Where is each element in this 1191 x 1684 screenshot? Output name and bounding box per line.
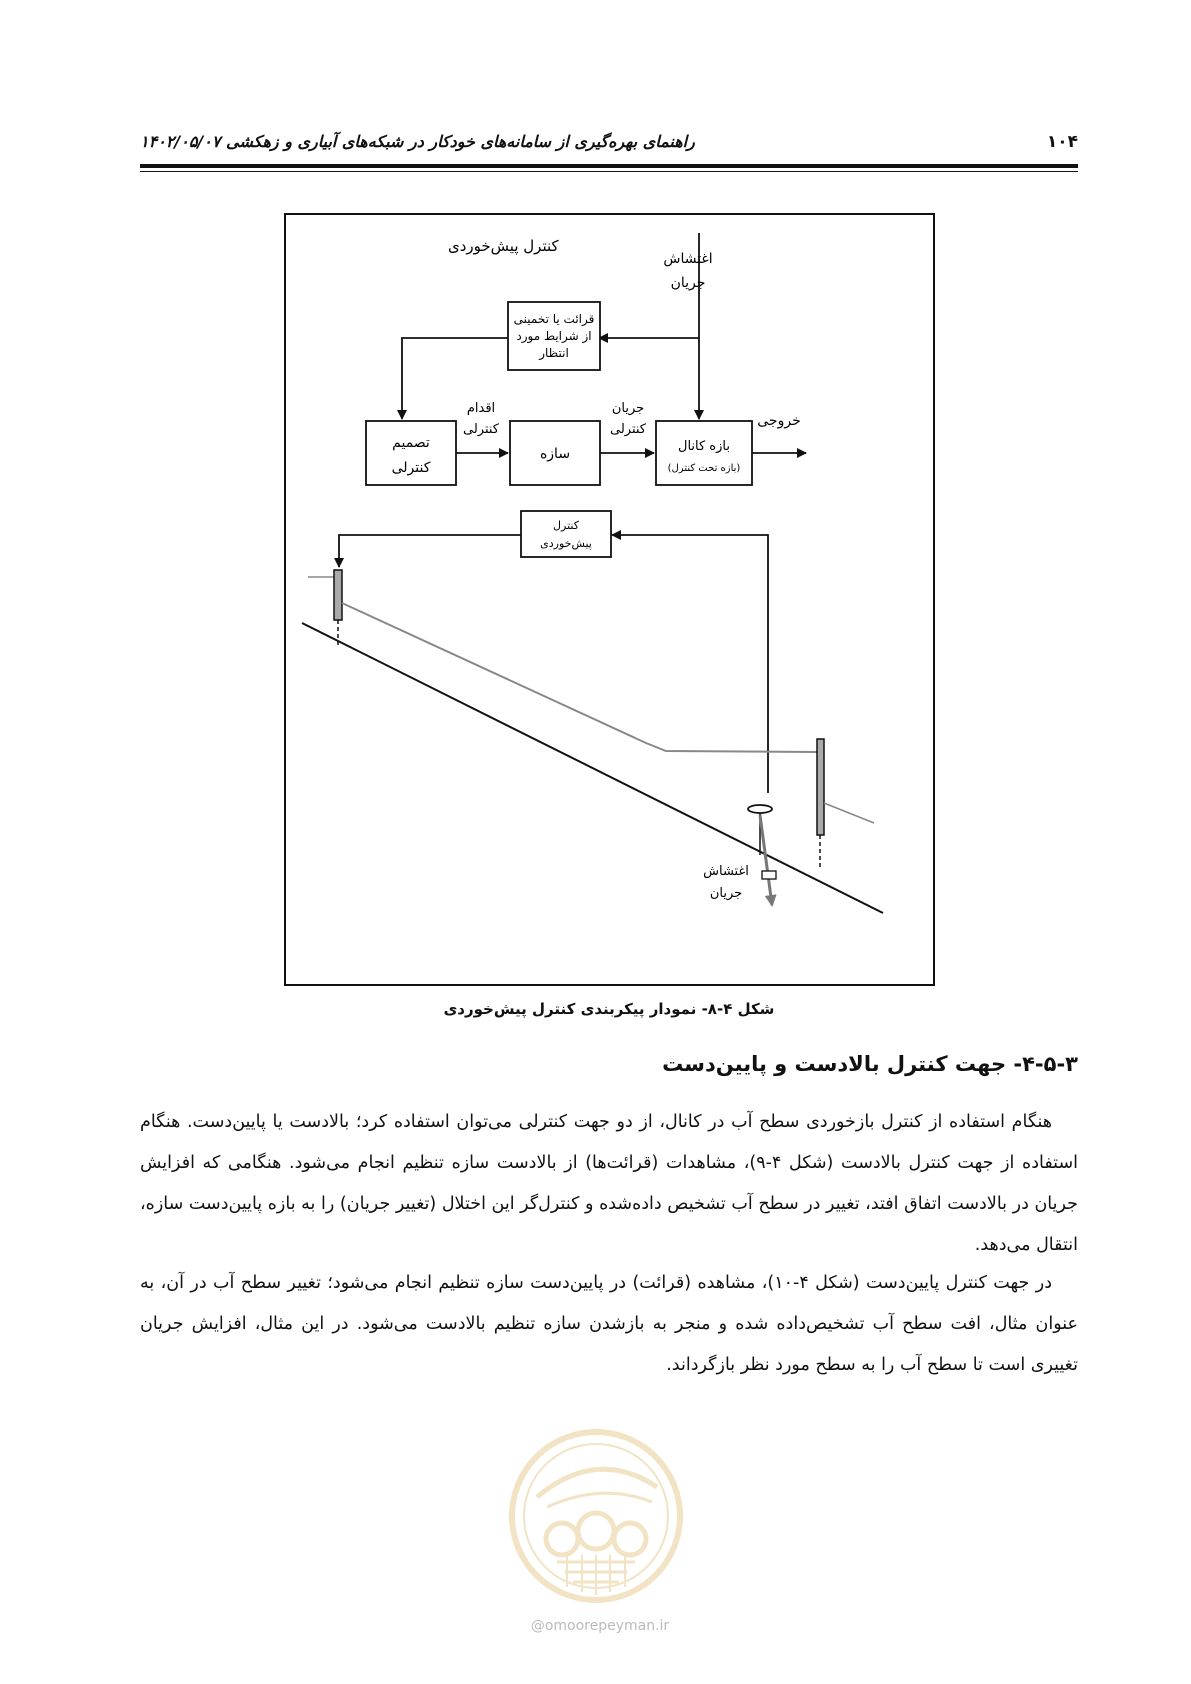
running-title: راهنمای بهره‌گیری از سامانه‌های خودکار در شبکه‌های آبیاری و زهکشی ۱۴۰۲/۰۵/۰۷ xyxy=(140,132,695,151)
watermark-logo-icon xyxy=(507,1427,685,1605)
disturbance-label-bottom-1: اغتشاش xyxy=(703,864,749,879)
upstream-gate xyxy=(334,570,342,620)
disturbance-label-top-2: جریان xyxy=(670,275,706,291)
output-label: خروجی xyxy=(757,413,801,429)
disturbance-label-top-1: اغتشاش xyxy=(663,251,713,267)
feedforward-small-box-line-2: پیش‌خوردی xyxy=(540,537,592,550)
figure-caption: شکل ۴-۸- نمودار پیکربندی کنترل پیش‌خوردی xyxy=(443,1000,775,1018)
disturbance-flow-arrow xyxy=(760,815,772,905)
header-rule xyxy=(140,164,1078,168)
paragraph-2: در جهت کنترل پایین‌دست (شکل ۴-۱۰)، مشاهده (قرائت) در پایین‌دست سازه تنظیم انجام می‌شود؛ تغییر سطح آب در آن، به عنوان مثال، افت سطح آب تشخیص‌داده شده و منجر به بازشدن سازه تنظیم بالادست می‌شود. در این مثال، افزایش جریان تغییری است تا سطح آب را به سطح مورد نظر بازگرداند. xyxy=(140,1273,1078,1375)
page-header xyxy=(140,124,1078,170)
reach-box-line-2: (بازه تحت کنترل) xyxy=(667,463,741,474)
header-rule-thin xyxy=(140,171,1078,172)
feedforward-small-box xyxy=(521,511,611,557)
flow-sensor xyxy=(748,805,772,813)
structure-box-label: سازه xyxy=(539,446,571,462)
feedforward-title-label: کنترل پیش‌خوردی xyxy=(448,237,559,255)
decision-box-line-2: کنترلی xyxy=(391,460,431,476)
disturbance-label-bottom-2: جریان xyxy=(709,886,743,901)
action-label-1: اقدام xyxy=(466,401,496,416)
canal-bed xyxy=(302,623,883,913)
reach-box-line-1: بازه کانال xyxy=(678,439,730,454)
sensor-to-feedforward-arrow xyxy=(612,535,768,793)
offtake-gate xyxy=(762,871,776,879)
diagram-svg xyxy=(286,215,933,984)
prediction-box-line-3: انتظار xyxy=(539,346,569,360)
watermark-url: @omoorepeyman.ir xyxy=(530,1618,670,1634)
page-number: ۱۰۴ xyxy=(1046,132,1078,152)
control-flow-label-1: جریان xyxy=(611,401,645,416)
control-flow-label-2: کنترلی xyxy=(609,422,647,437)
downstream-gate xyxy=(817,739,824,835)
section-heading: ۴-۵-۳- جهت کنترل بالادست و پایین‌دست xyxy=(662,1052,1078,1076)
prediction-box-line-1: قرائت یا تخمینی xyxy=(513,312,595,326)
action-label-2: کنترلی xyxy=(462,422,500,437)
feedforward-to-gate-arrow xyxy=(339,535,521,567)
prediction-box-line-2: از شرایط مورد xyxy=(516,329,592,343)
downstream-water-level xyxy=(824,803,874,823)
feedforward-small-box-line-1: کنترل xyxy=(553,519,579,532)
paragraph-1: هنگام استفاده از کنترل بازخوردی سطح آب در کانال، از دو جهت کنترلی می‌توان استفاده کرد؛ بالادست یا پایین‌دست. هنگام استفاده از جهت کنترل بالادست (شکل ۴-۹)، مشاهدات (قرائت‌ها) از بالادست سازه تنظیم انجام می‌شود. هنگامی که افزایش جریان در بالادست اتفاق افتد، تغییر در سطح آب تشخیص داده‌شده و کنترل‌گر این اختلال (تغییر جریان) را به بازه پایین‌دست سازه، انتقال می‌دهد. xyxy=(140,1112,1078,1255)
figure-feedforward-diagram xyxy=(284,213,935,986)
decision-box-line-1: تصمیم xyxy=(392,435,430,451)
